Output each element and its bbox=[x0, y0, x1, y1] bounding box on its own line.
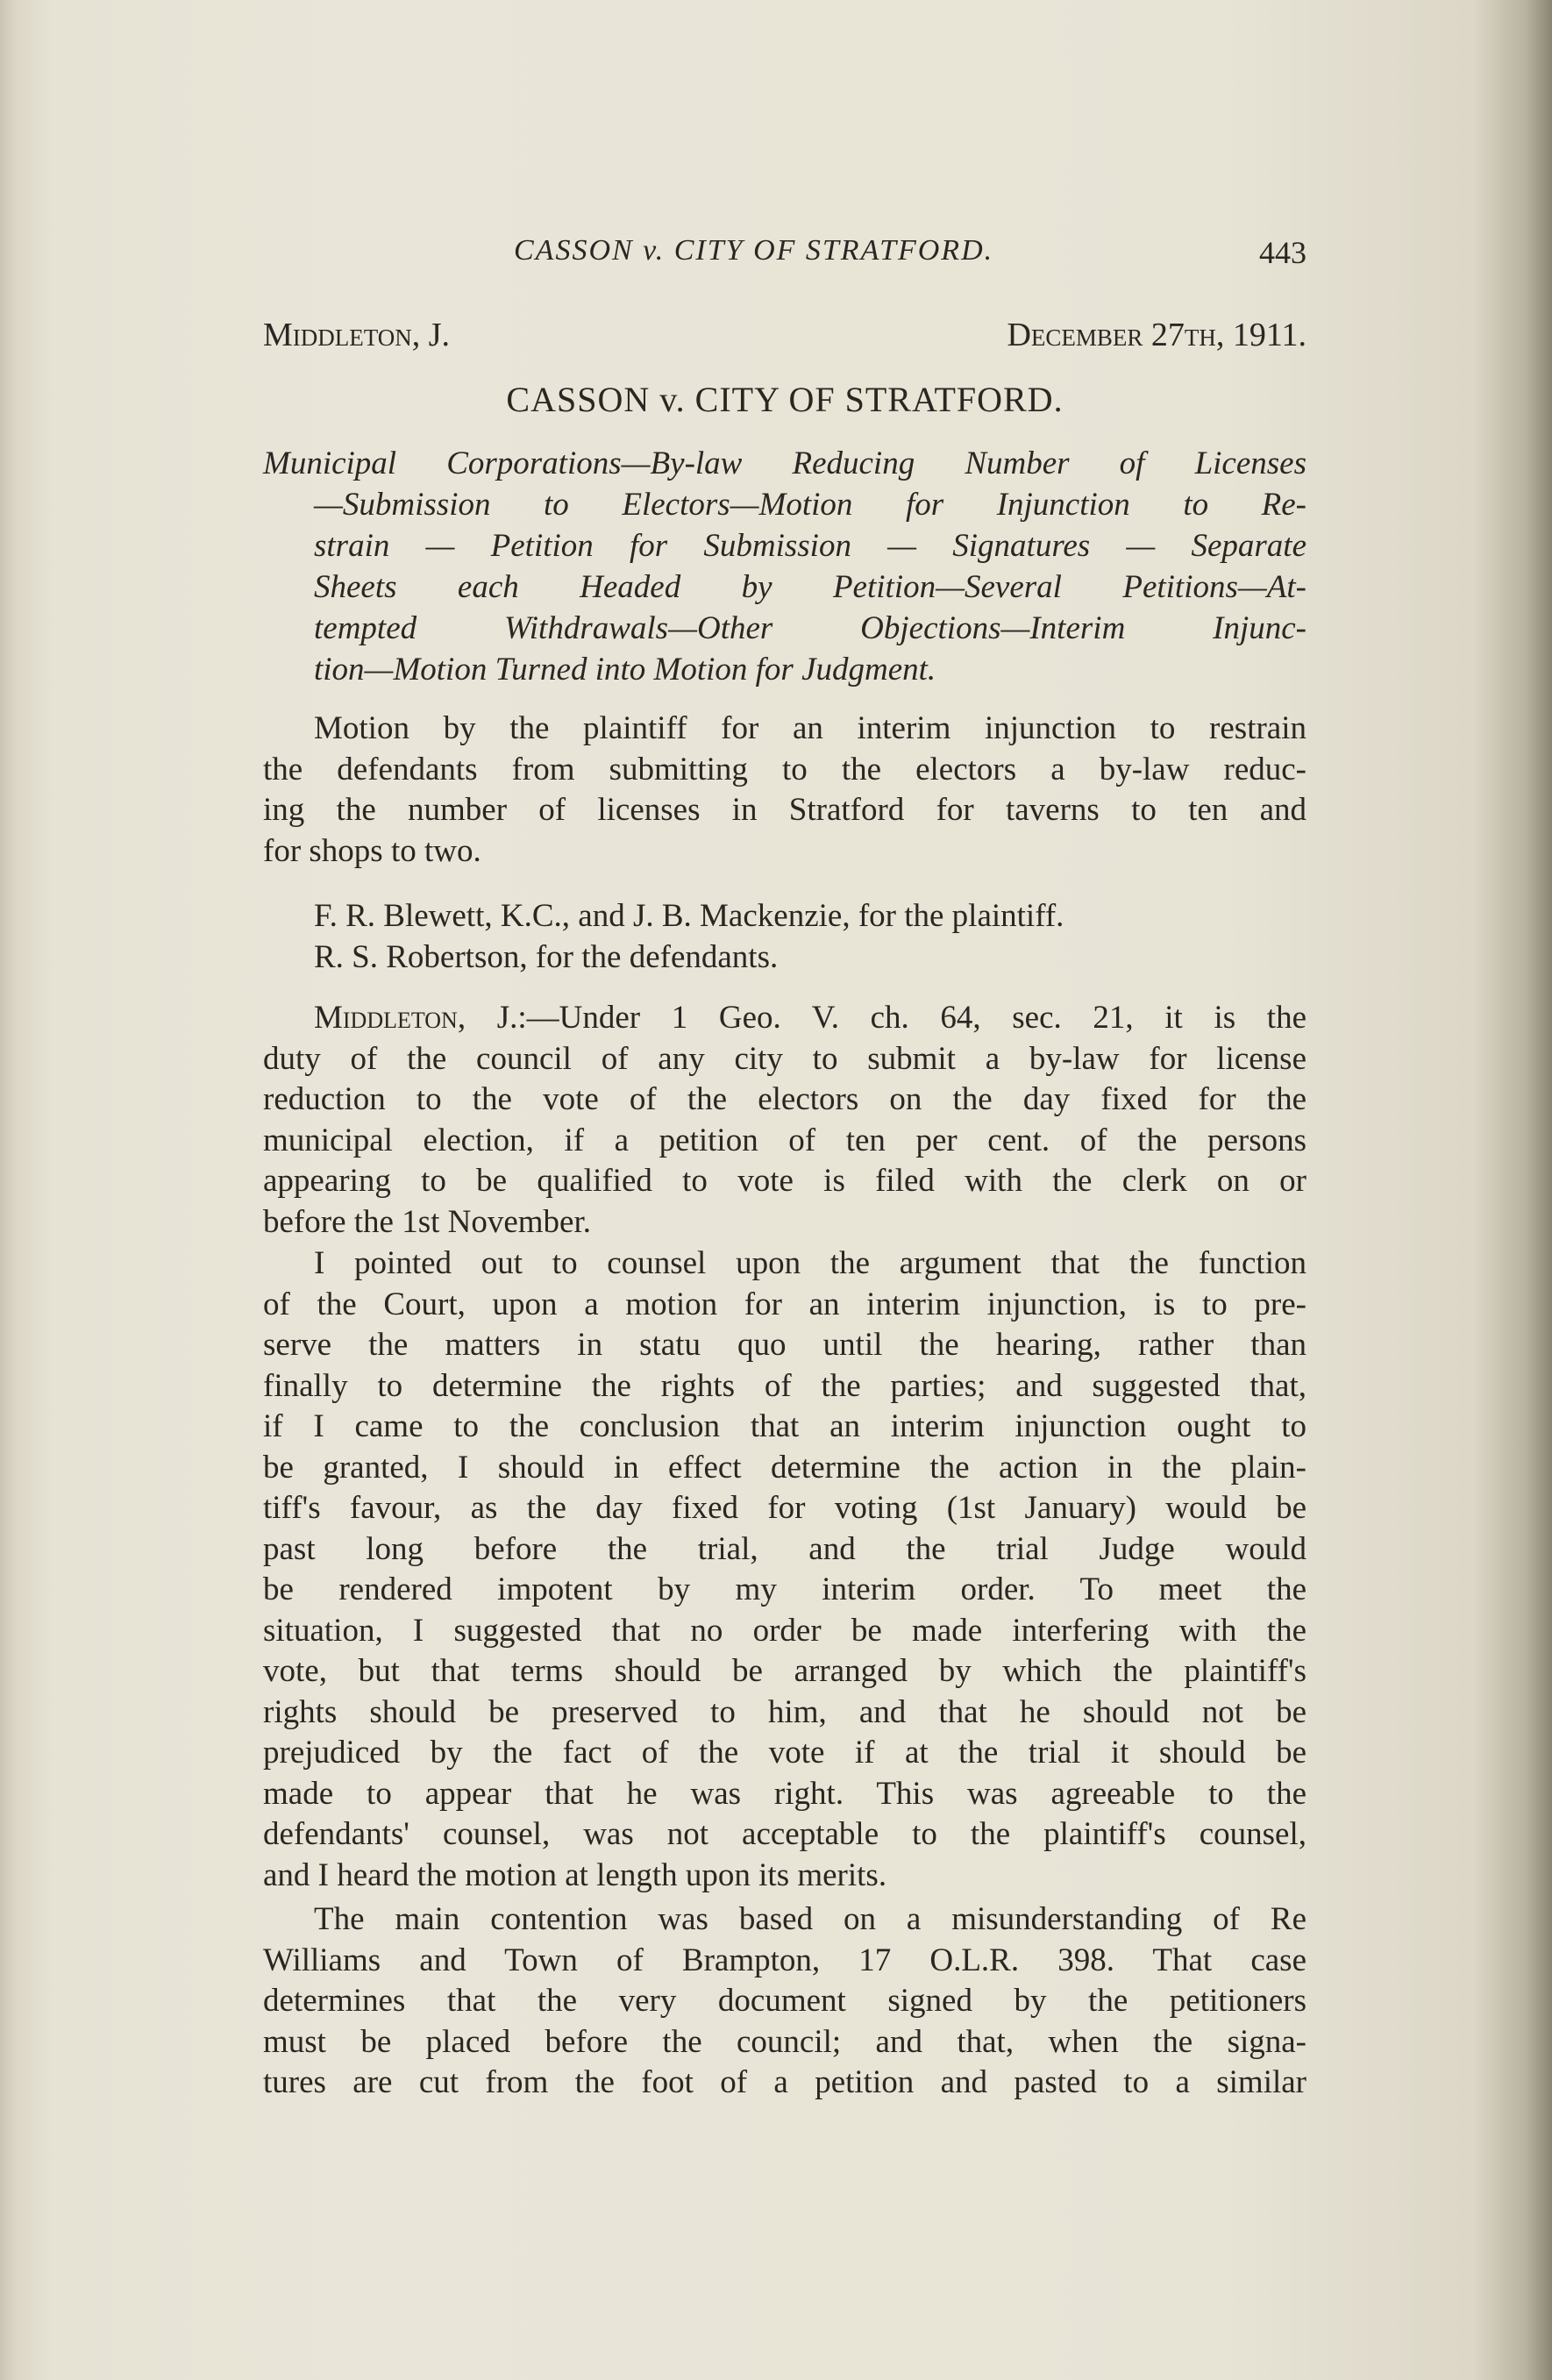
headnote-line: strain — Petition for Submission — Signatures — Separate bbox=[314, 528, 1306, 564]
headnote-line: Sheets each Headed by Petition—Several Petitions—At- bbox=[314, 569, 1306, 605]
text-line: finally to determine the rights of the parties; and suggested that, bbox=[263, 1367, 1306, 1404]
judgment-paragraph-3 bbox=[263, 1899, 1306, 2104]
text-line: ing the number of licenses in Stratford for taverns to ten and bbox=[263, 792, 1306, 828]
text-line: Williams and Town of Brampton, 17 O.L.R. 398. That case bbox=[263, 1942, 1306, 1978]
text-line: past long before the trial, and the trial Judge would bbox=[263, 1530, 1306, 1567]
text-line: be rendered impotent by my interim order. To meet the bbox=[263, 1571, 1306, 1607]
running-head-title: CASSON v. CITY OF STRATFORD. bbox=[514, 234, 994, 267]
text-line bbox=[263, 998, 1306, 1039]
headnote-line: tion—Motion Turned into Motion for Judgment. bbox=[314, 652, 936, 688]
text-line: for shops to two. bbox=[263, 832, 481, 869]
text-line: serve the matters in statu quo until the hearing, rather than bbox=[263, 1327, 1306, 1363]
judgment-paragraph-1 bbox=[263, 998, 1306, 1243]
text-line: The main contention was based on a misunderstanding of Re bbox=[314, 1901, 1306, 1937]
judge-lead: Middleton, J. bbox=[314, 1000, 518, 1036]
headnote-line: tempted Withdrawals—Other Objections—Interim Injunc- bbox=[314, 610, 1306, 646]
counsel-plaintiff: F. R. Blewett, K.C., and J. B. Mackenzie, for the plaintiff. bbox=[314, 898, 1064, 934]
judgment-date: December 27th, 1911. bbox=[1007, 317, 1306, 353]
text-line: rights should be preserved to him, and that he should not be bbox=[263, 1693, 1306, 1730]
case-title: CASSON v. CITY OF STRATFORD. bbox=[506, 380, 1064, 419]
text-line: determines that the very document signed by the petitioners bbox=[263, 1983, 1306, 2019]
text-line: municipal election, if a petition of ten per cent. of the persons bbox=[263, 1122, 1306, 1158]
text-line: defendants' counsel, was not acceptable to the plaintiff's counsel, bbox=[263, 1816, 1306, 1852]
text-line: before the 1st November. bbox=[263, 1203, 591, 1240]
judge-name: Middleton, J. bbox=[263, 317, 451, 353]
text-line: appearing to be qualified to vote is filed with the clerk on or bbox=[263, 1163, 1306, 1199]
counsel-list bbox=[314, 896, 1306, 978]
text-line: and I heard the motion at length upon its merits. bbox=[263, 1856, 887, 1893]
running-head bbox=[263, 234, 1306, 278]
text-line: made to appear that he was right. This was agreeable to the bbox=[263, 1775, 1306, 1812]
motion-paragraph bbox=[263, 709, 1306, 872]
text-line: tures are cut from the foot of a petition and pasted to a similar bbox=[263, 2064, 1306, 2100]
text-line: vote, but that terms should be arranged by which the plaintiff's bbox=[263, 1653, 1306, 1689]
text-line: reduction to the vote of the electors on the day fixed for the bbox=[263, 1081, 1306, 1117]
page-number: 443 bbox=[1259, 235, 1306, 270]
text-line: if I came to the conclusion that an interim injunction ought to bbox=[263, 1408, 1306, 1444]
text-line: must be placed before the council; and that, when the signa- bbox=[263, 2023, 1306, 2060]
text-line: duty of the council of any city to submit a by-law for license bbox=[263, 1040, 1306, 1077]
judgment-paragraph-2 bbox=[263, 1243, 1306, 1896]
text-line: situation, I suggested that no order be made interfering with the bbox=[263, 1612, 1306, 1649]
text-line: Motion by the plaintiff for an interim injunction to restrain bbox=[314, 710, 1306, 746]
headnote-line: —Submission to Electors—Motion for Injunction to Re- bbox=[314, 487, 1306, 523]
text-line: of the Court, upon a motion for an interim injunction, is to pre- bbox=[263, 1286, 1306, 1322]
headnote bbox=[263, 443, 1306, 690]
text-line: the defendants from submitting to the electors a by-law reduc- bbox=[263, 751, 1306, 787]
counsel-defendants: R. S. Robertson, for the defendants. bbox=[314, 938, 779, 975]
headnote-line: Municipal Corporations—By-law Reducing Number of Licenses bbox=[263, 445, 1306, 481]
text-line: be granted, I should in effect determine the action in the plain- bbox=[263, 1449, 1306, 1486]
text-line: prejudiced by the fact of the vote if at the trial it should be bbox=[263, 1735, 1306, 1771]
text-run: :—Under 1 Geo. V. ch. 64, sec. 21, it is the bbox=[517, 1000, 1306, 1036]
text-line: tiff's favour, as the day fixed for voting (1st January) would be bbox=[263, 1490, 1306, 1526]
text-line: I pointed out to counsel upon the argument that the function bbox=[314, 1245, 1306, 1281]
